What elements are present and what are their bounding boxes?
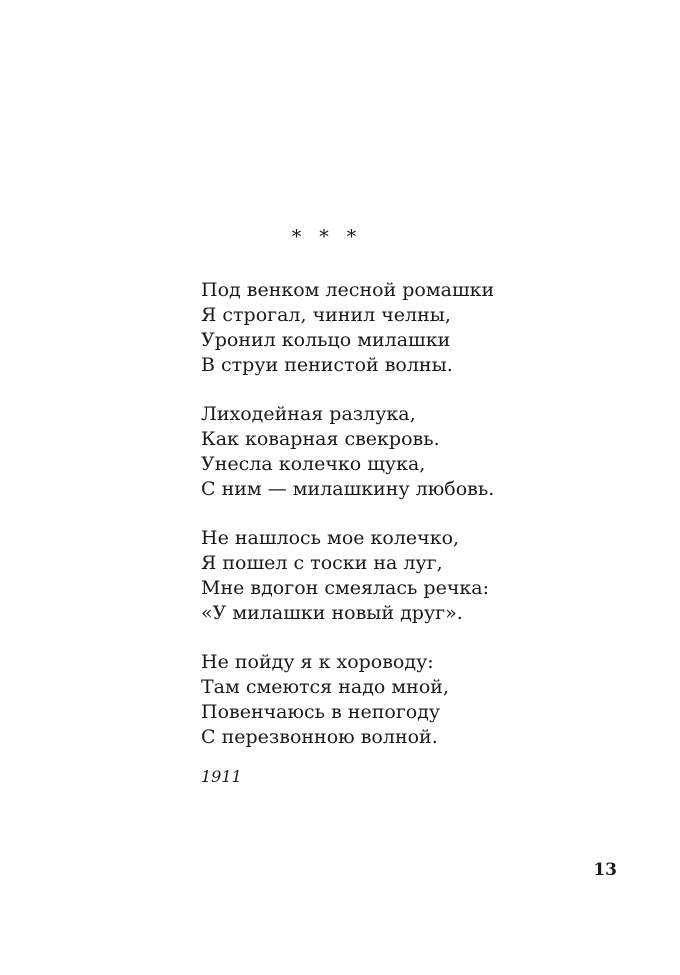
poem-line: Как коварная свекровь. (201, 428, 440, 450)
poem-line: Под венком лесной ромашки (201, 279, 495, 301)
poem-line: Не пойду я к хороводу: (201, 651, 434, 673)
stanza-4 (201, 650, 641, 750)
poem-line: Я строгал, чинил челны, (201, 304, 451, 326)
poem-line: Повенчаюсь в непогоду (201, 701, 441, 723)
section-separator: * * * (291, 226, 363, 248)
page-number: 13 (593, 860, 617, 880)
poem-line: Мне вдогон смеялась речка: (201, 577, 489, 599)
poem-line: «У милашки новый друг». (201, 602, 463, 624)
poem-line: Лиходейная разлука, (201, 403, 416, 425)
poem-line: Там смеются надо мной, (201, 676, 449, 698)
poem-line: С перезвонною волной. (201, 726, 438, 748)
poem-date: 1911 (201, 767, 242, 786)
poem-line: Унесла колечко щука, (201, 453, 426, 475)
poem-line: С ним — милашкину любовь. (201, 478, 495, 500)
stanza-3 (201, 526, 641, 626)
poem-body (201, 278, 641, 774)
poem-line: Уронил кольцо милашки (201, 329, 451, 351)
stanza-1 (201, 278, 641, 378)
poem-line: Не нашлось мое колечко, (201, 527, 460, 549)
poem-line: В струи пенистой волны. (201, 354, 453, 376)
poem-line: Я пошел с тоски на луг, (201, 552, 443, 574)
stanza-2 (201, 402, 641, 502)
